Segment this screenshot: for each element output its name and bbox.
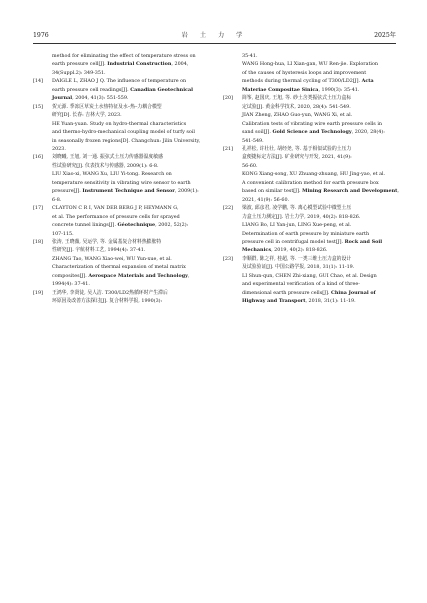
reference-line xyxy=(52,272,206,280)
reference-line xyxy=(52,179,206,187)
reference-column-left xyxy=(33,52,206,306)
reference-text: 环原因及改善方法探讨[J]. 复合材料学报, 1990(3): xyxy=(52,298,163,305)
reference-line xyxy=(52,60,206,68)
reference-line xyxy=(242,263,396,271)
reference-line xyxy=(52,77,206,85)
source-title: China Journal of xyxy=(331,289,376,296)
reference-text: temperature sensitivity in vibrating wire sensor to earth xyxy=(52,179,191,186)
source-title: Gold Science and Technology xyxy=(272,129,352,136)
reference-line xyxy=(52,187,206,195)
reference-line xyxy=(52,111,206,119)
reference-line xyxy=(52,246,206,254)
reference-line xyxy=(52,196,206,204)
reference-line xyxy=(52,204,206,212)
reference-text: 孔祥松, 许壮壮, 胡经尧, 等. 基于相似试验的土压力 xyxy=(242,145,352,152)
reference-entry xyxy=(223,255,396,306)
reference-entry xyxy=(33,238,206,289)
reference-line xyxy=(242,170,396,178)
reference-text: 研究[D]. 长春: 吉林大学, 2023. xyxy=(52,112,122,119)
reference-line xyxy=(52,103,206,111)
reference-text: sand soil[J]. xyxy=(242,129,273,136)
reference-entry xyxy=(33,289,206,306)
reference-line xyxy=(242,153,396,161)
reference-text: Calibration tests of vibrating wire earth pressure cells in xyxy=(242,120,382,127)
page-number: 1976 xyxy=(33,32,49,39)
reference-line xyxy=(52,221,206,229)
reference-line xyxy=(52,128,206,136)
reference-line xyxy=(242,111,396,119)
reference-text: methods during thermal cycling of T300/LD2[J]. xyxy=(242,78,362,85)
publication-year: 2025年 xyxy=(374,32,396,39)
reference-line xyxy=(52,213,206,221)
reference-text: 贺元源. 季冻区草炭土水热特征及水–热–力耦合模型 xyxy=(52,103,162,110)
reference-text: KONG Xiang-song, XU Zhuang-zhuang, HU Jing-yao, et al. xyxy=(242,171,386,178)
reference-text: ZHANG Tao, WANG Xiao-wei, WU Yun-xue, et al. xyxy=(52,255,172,262)
reference-text: and thermo-hydro-mechanical coupling model of turfy soil xyxy=(52,129,195,136)
source-title: Rock and Soil xyxy=(344,238,383,245)
reference-text: based on similar test[J]. xyxy=(242,188,303,195)
reference-text: , 2004, 41(3): 551-559. xyxy=(72,95,129,102)
reference-text: , 1990(3): 35-41. xyxy=(318,86,360,93)
reference-number: [17] xyxy=(33,205,43,212)
reference-line xyxy=(52,145,206,153)
reference-text: of the causes of hysteresis loops and improvement xyxy=(242,69,367,76)
reference-entry xyxy=(33,77,206,102)
reference-text: composites[J]. xyxy=(52,272,89,279)
reference-text: LI Shun-qun, CHEN Zhi-xiang, GUI Chao, et al. Design xyxy=(242,272,377,279)
reference-text: 56-60. xyxy=(242,162,258,169)
reference-text: and experimental verification of a kind of three- xyxy=(242,281,360,288)
reference-line xyxy=(52,52,206,60)
reference-number: [19] xyxy=(33,289,43,296)
reference-line xyxy=(242,103,396,111)
reference-line xyxy=(52,86,206,94)
reference-entry xyxy=(223,145,399,204)
reference-text: in seasonally frozen regions[D]. Changchun: Jilin University, xyxy=(52,137,201,144)
reference-line xyxy=(242,86,396,94)
reference-text: 张涛, 王晓薇, 吴运学, 等. 金属基复合材料热膨胀特 xyxy=(52,238,162,245)
reference-line xyxy=(52,137,206,145)
reference-number: [18] xyxy=(33,238,43,245)
reference-line xyxy=(52,69,206,77)
reference-text: , 2004, xyxy=(171,61,189,68)
reference-line xyxy=(52,280,206,288)
reference-text: , 2009(1): xyxy=(174,188,199,195)
reference-text: earth pressure cell[J]. xyxy=(52,61,108,68)
reference-text: earth pressure cell readings[J]. xyxy=(52,86,131,93)
reference-text: 刘晓曦, 王旭, 刘一通. 振弦式土压力传感器温度敏感 xyxy=(52,154,163,161)
reference-line xyxy=(242,213,396,221)
reference-entry xyxy=(33,52,206,77)
reference-text: 性研究[J]. 宇航材料工艺, 1994(4): 37-41. xyxy=(52,247,146,254)
reference-line xyxy=(242,272,396,280)
reference-entry xyxy=(223,204,396,255)
source-title: Acta xyxy=(361,78,374,85)
reference-column-right xyxy=(223,52,399,306)
reference-line xyxy=(242,255,396,263)
reference-line xyxy=(242,128,396,136)
reference-text: , 2002, 52(2): xyxy=(155,222,189,229)
reference-text: A convenient calibration method for earth pressure box xyxy=(242,179,379,186)
reference-line xyxy=(242,52,396,60)
reference-text: et al. The performance of pressure cells for sprayed xyxy=(52,213,180,220)
reference-line xyxy=(52,153,206,161)
reference-text: , xyxy=(187,272,190,279)
reference-text: , 2019, 40(2): 818-826. xyxy=(271,247,328,254)
reference-text: method for eliminating the effect of temperature stress on xyxy=(52,53,196,59)
reference-text: , xyxy=(397,188,399,195)
reference-entry xyxy=(223,52,396,94)
reference-text: LIANG Bo, LI Yan-jun, LING Xue-peng, et al. xyxy=(242,222,352,229)
header-rule xyxy=(33,43,396,44)
reference-text: 1994(4): 37-41. xyxy=(52,281,90,288)
reference-line xyxy=(242,187,399,195)
reference-line xyxy=(242,230,396,238)
reference-line xyxy=(242,280,396,288)
reference-line xyxy=(242,238,396,246)
reference-line xyxy=(242,179,396,187)
reference-line xyxy=(52,238,206,246)
reference-text: 盒便捷标定方法[J]. 矿业研究与开发, 2021, 41(9): xyxy=(242,154,352,161)
reference-text: 2021, 41(9): 56-60. xyxy=(242,196,290,203)
reference-line xyxy=(242,137,396,145)
source-title: Instrument Technique and Sensor xyxy=(82,188,175,195)
reference-line xyxy=(52,230,206,238)
reference-text: 梁波, 邱彦君, 凌学鹏, 等. 离心模型试验中微型土压 xyxy=(242,205,352,212)
source-title: Industrial Construction xyxy=(107,61,172,68)
reference-entry xyxy=(223,94,396,145)
reference-entry xyxy=(33,103,206,154)
reference-line xyxy=(242,162,396,170)
reference-text: 6-8. xyxy=(52,196,62,203)
reference-line xyxy=(242,60,396,68)
reference-line xyxy=(52,263,206,271)
reference-text: JIAN Zheng, ZHAO Guo-yun, WANG Xi, et al. xyxy=(242,112,353,119)
source-title: Highway and Transport xyxy=(242,298,306,305)
source-title: Mining Research and Development xyxy=(302,188,398,195)
source-title: Mechanics xyxy=(242,247,272,254)
running-header xyxy=(33,31,396,41)
reference-line xyxy=(52,120,206,128)
reference-text: , 2020, 28(4): xyxy=(351,129,385,136)
reference-text: Determination of earth pressure by miniature earth xyxy=(242,230,370,237)
reference-line xyxy=(242,94,396,102)
reference-text: LIU Xiao-xi, WANG Xu, LIU Yi-tong. Research on xyxy=(52,171,172,178)
reference-text: DAIGLE L, ZHAO J Q. The influence of temperature on xyxy=(52,78,187,85)
reference-line xyxy=(52,162,206,170)
reference-text: concrete tunnel linings[J]. xyxy=(52,222,118,229)
reference-text: 107-115. xyxy=(52,230,74,237)
reference-entry xyxy=(33,153,206,204)
reference-text: 2023. xyxy=(52,145,66,152)
reference-number: [22] xyxy=(223,205,233,212)
reference-line xyxy=(242,145,396,153)
reference-text: 541-549. xyxy=(242,137,264,144)
source-title: Géotechnique xyxy=(117,222,156,229)
reference-text: dimensional earth pressure cells[J]. xyxy=(242,289,332,296)
reference-line xyxy=(242,120,396,128)
reference-text: 及试验验证[J]. 中国公路学报, 2018, 31(1): 11-19. xyxy=(242,264,355,271)
reference-line xyxy=(242,196,396,204)
journal-title: 岩 土 力 学 xyxy=(181,32,248,39)
source-title: Journal xyxy=(52,95,73,102)
reference-line xyxy=(52,255,206,263)
reference-line xyxy=(242,204,396,212)
reference-text: 35-41. xyxy=(242,53,258,59)
reference-text: WANG Hong-hua, LI Xian-gan, WU Ren-jie. Exploration xyxy=(242,61,379,68)
reference-line xyxy=(52,289,206,297)
reference-text: 性试验研究[J]. 仪表技术与传感器, 2009(1): 6-8. xyxy=(52,162,159,169)
reference-line xyxy=(242,289,396,297)
reference-text: pressure cell in centrifugal model test[J]. xyxy=(242,238,345,245)
reference-text: pressure[J]. xyxy=(52,188,83,195)
reference-text: 王鸿华, 李贤徒, 吴人洁. T300/LD2热循环时产生滞后 xyxy=(52,289,168,296)
reference-line xyxy=(52,170,206,178)
source-title: Aerospace Materials and Technology xyxy=(88,272,188,279)
reference-entry xyxy=(33,204,206,238)
reference-text: 简筝, 赵国庆, 王旭, 等. 砂土含类振弦式土压力盒标 xyxy=(242,95,352,102)
reference-line xyxy=(242,69,396,77)
reference-line xyxy=(242,221,396,229)
reference-line xyxy=(242,246,396,254)
reference-text: 定试验[J]. 黄金科学技术, 2020, 28(4): 541-549. xyxy=(242,103,351,110)
reference-number: [14] xyxy=(33,78,43,85)
reference-text: , 2018, 31(1): 11-19. xyxy=(305,298,356,305)
reference-text: CLAYTON C R I, VAN DER BERG J P, HEYMANN G, xyxy=(52,205,179,212)
reference-number: [20] xyxy=(223,95,233,102)
reference-text: 力盒土压力测定[J]. 岩土力学, 2019, 40(2): 818-826. xyxy=(242,213,361,220)
reference-line xyxy=(242,297,396,305)
reference-text: HE Yuan-yuan. Study on hydro-thermal characteristics xyxy=(52,120,187,127)
reference-text: 李顺群, 陈之祥, 桂超, 等. 一类三维土压力盒的设计 xyxy=(242,255,352,262)
reference-number: [15] xyxy=(33,103,43,110)
source-title: Materiae Compositae Sinica xyxy=(242,86,319,93)
reference-text: 34(Suppl.2): 349-351. xyxy=(52,69,106,76)
reference-number: [21] xyxy=(223,145,233,152)
reference-number: [23] xyxy=(223,255,233,262)
reference-line xyxy=(242,77,396,85)
reference-number: [16] xyxy=(33,154,43,161)
source-title: Canadian Geotechnical xyxy=(130,86,193,93)
reference-text: Characterization of thermal expansion of metal matrix xyxy=(52,264,186,271)
reference-line xyxy=(52,94,206,102)
reference-line xyxy=(52,297,206,305)
